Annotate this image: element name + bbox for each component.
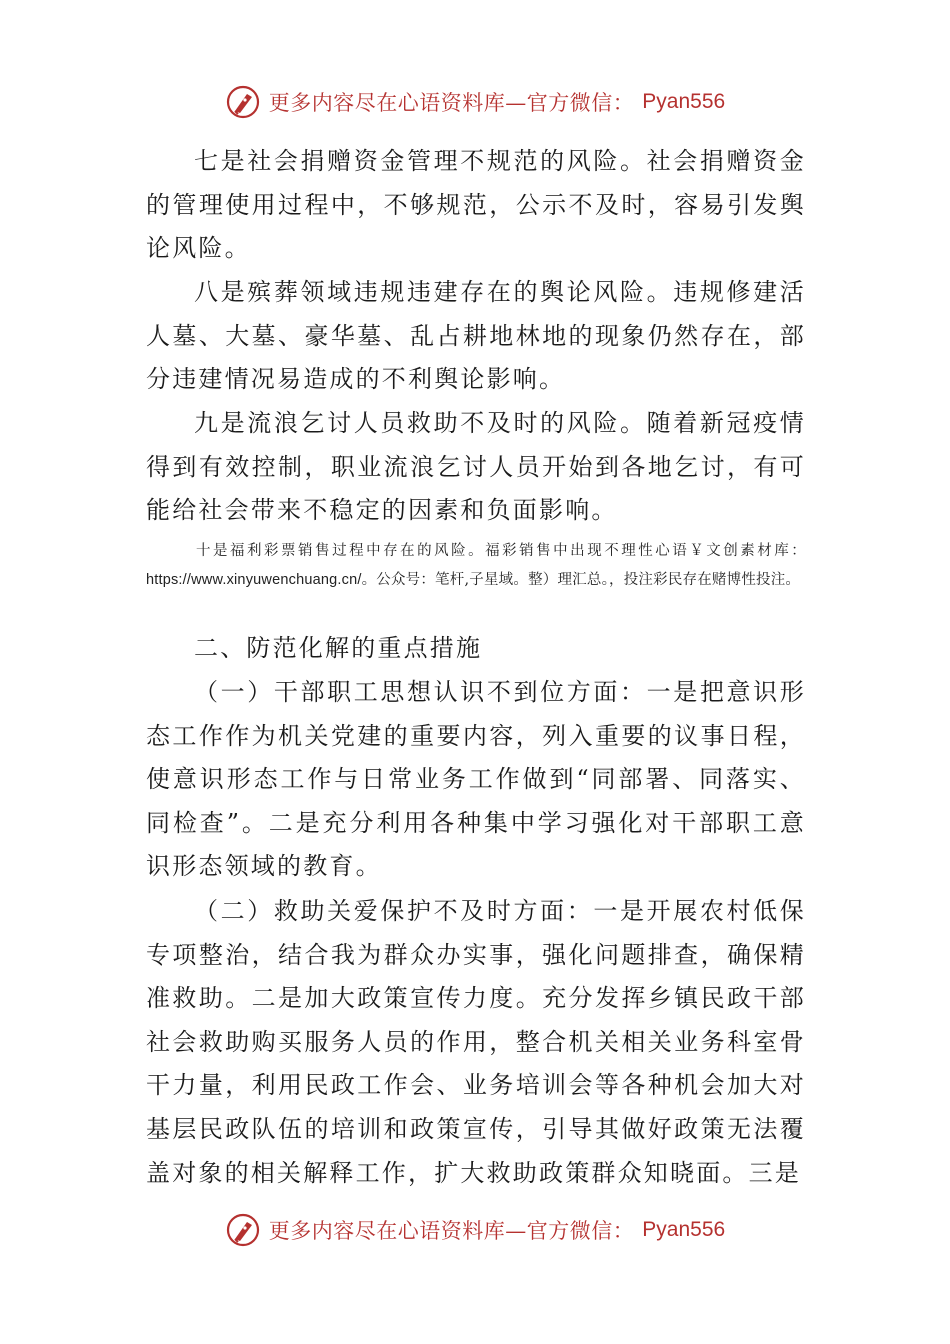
header-banner-text: 更多内容尽在心语资料库—官方微信：: [268, 91, 635, 115]
header-banner: [0, 80, 950, 124]
header-banner-handle: Pyan556: [642, 90, 726, 113]
footer-banner: [0, 1208, 950, 1252]
footer-banner-text: 更多内容尽在心语资料库—官方微信：: [268, 1219, 635, 1243]
paragraph-10-text-a: 十是福利彩票销售过程中存在的风险。福彩销售中出现不理性心语￥文创素材库：: [196, 543, 806, 559]
paragraph-10: [146, 537, 806, 627]
paragraph-9: 九是流浪乞讨人员救助不及时的风险。随着新冠疫情得到有效控制，职业流浪乞讨人员开始到各地乞讨，有可能给社会带来不稳定的因素和负面影响。: [146, 409, 806, 525]
pen-nib-logo-icon: [225, 1212, 261, 1248]
paragraph-10-text-b: 。公众号：笔杆,子星域。整）理汇总。，投注彩民存在赌博性投注。: [361, 572, 801, 588]
pen-nib-logo-icon: [225, 84, 261, 120]
section-2-paragraph: （二）救助关爱保护不及时方面：一是开展农村低保专项整治，结合我为群众办实事，强化问题排查，确保精准救助。二是加大政策宣传力度。充分发挥乡镇民政干部社会救助购买服务人员的作用，整合机关相关业务科室骨干力量，利用民政工作会、业务培训会等各种机会加大对基层民政队伍的培训和政策宣传，引导其做好政策无法覆盖对象的相关解释工作，扩大救助政策群众知晓面。三是: [146, 897, 806, 1187]
paragraph-7: 七是社会捐赠资金管理不规范的风险。社会捐赠资金的管理使用过程中，不够规范，公示不及时，容易引发舆论风险。: [146, 147, 806, 263]
paragraph-8: 八是殡葬领域违规违建存在的舆论风险。违规修建活人墓、大墓、豪华墓、乱占耕地林地的现象仍然存在，部分违建情况易造成的不利舆论影响。: [146, 278, 806, 394]
section-heading-2: 二、防范化解的重点措施: [194, 634, 483, 662]
document-body: [146, 140, 806, 1195]
section-1-paragraph: （一）干部职工思想认识不到位方面：一是把意识形态工作作为机关党建的重要内容，列入重要的议事日程，使意识形态工作与日常业务工作做到“同部署、同落实、同检查”。二是充分利用各种集中学习强化对干部职工意识形态领域的教育。: [146, 678, 806, 881]
paragraph-10-url: https://www.xinyuwenchuang.cn/: [146, 572, 362, 588]
footer-banner-handle: Pyan556: [642, 1218, 726, 1241]
